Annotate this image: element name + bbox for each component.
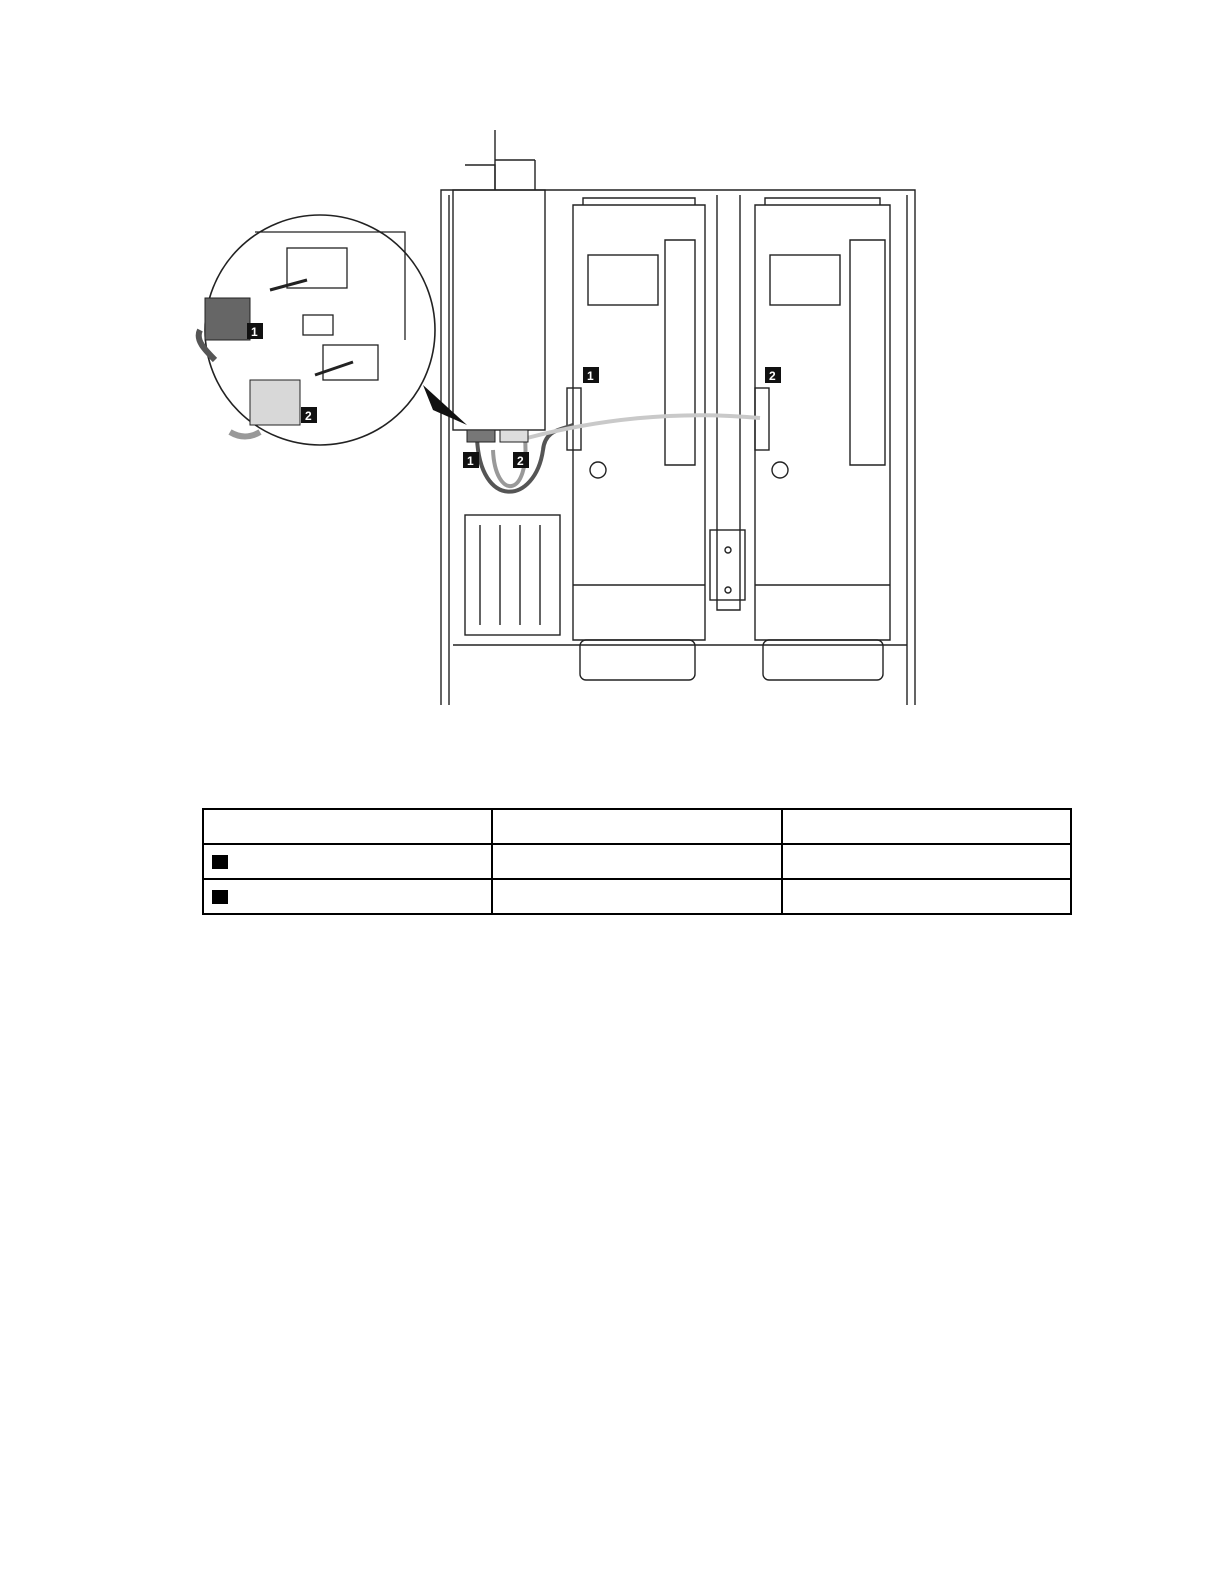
callout-board-2 [513, 452, 529, 468]
chassis-outline [441, 190, 915, 705]
callout-board-1 [463, 452, 479, 468]
callout-riser-2 [765, 367, 781, 383]
power-supply [453, 190, 545, 430]
board-connector-2 [500, 430, 528, 442]
callout-marker-1 [212, 855, 228, 869]
table-row [203, 879, 1071, 914]
callout-detail-2 [301, 407, 317, 423]
table-cell [492, 879, 781, 914]
drive-cage [465, 515, 560, 635]
callout-detail-1 [247, 323, 263, 339]
svg-text:2: 2 [769, 369, 776, 383]
riser-cage-2 [755, 205, 890, 640]
table-cell [782, 879, 1071, 914]
table-cell [492, 844, 781, 879]
table-cell [203, 879, 492, 914]
callout-legend-table [202, 808, 1072, 915]
table-cell [203, 844, 492, 879]
detail-magnifier [199, 215, 467, 445]
svg-text:2: 2 [305, 409, 312, 423]
svg-text:2: 2 [517, 454, 524, 468]
board-connector-1 [467, 430, 495, 442]
table-header-row [203, 809, 1071, 844]
table-cell [782, 844, 1071, 879]
callout-riser-1 [583, 367, 599, 383]
svg-text:1: 1 [467, 454, 474, 468]
table-cell [203, 809, 492, 844]
server-chassis-diagram [195, 120, 925, 710]
table-cell [492, 809, 781, 844]
table-row [203, 844, 1071, 879]
svg-text:1: 1 [587, 369, 594, 383]
cable-routing-illustration [195, 120, 925, 710]
svg-text:1: 1 [251, 325, 258, 339]
callout-marker-2 [212, 890, 228, 904]
table-cell [782, 809, 1071, 844]
riser-1-connector [567, 388, 581, 450]
